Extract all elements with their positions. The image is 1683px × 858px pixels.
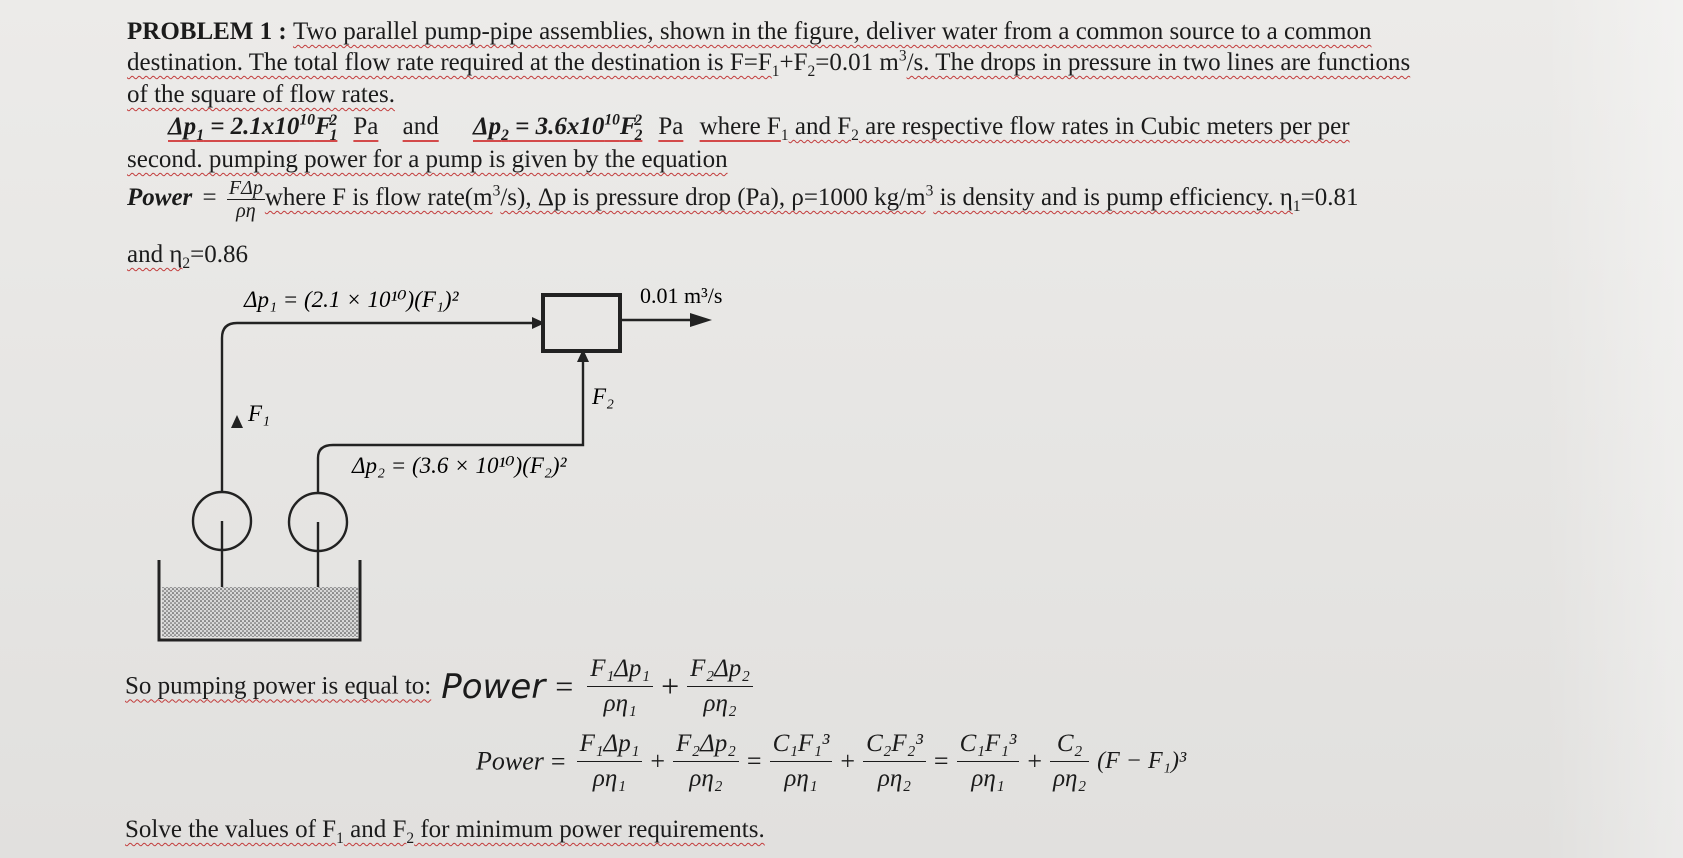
dp2-unit: Pa [658,113,684,140]
eta2-a: and η [127,241,183,268]
f1-arrow [231,415,243,428]
conclusion-c: for minimum power requirements. [414,816,765,843]
power-label: Power [127,184,193,211]
sol2-den-3: ρη₁ [784,765,818,792]
power-formula-line: Power = $\frac{\text{FΔp}}{\rho\eta}$ where F is flow $rate(m^3/s)$, Δp is pressure drop (Pa), ρ=1000 $kg/m^3$ is density and is pump efficiency. $\eta_1=0.81$ [127,176,1359,222]
power-desc-d: =0.81 [1300,184,1359,211]
dp2-rhs: = 3.6x10 [508,113,605,140]
flow-out-label: 0.01 m³/s [640,283,723,308]
sol2-den-5: ρη₁ [971,765,1005,792]
sol2-den-1: ρη₁ [592,765,627,792]
dp1-rhs: = 2.1x10 [203,113,300,140]
solution-power-label: Power [441,666,546,707]
sol2-num-4: C₂F₂³ [863,730,926,762]
conclusion-line: Solve the values of $F_1$ and $F_2$ for minimum power requirements. [125,816,765,847]
sol1-den-1: ρη₁ [603,690,637,717]
sol2-frac-1 [577,730,643,793]
sol2-frac-2 [673,730,739,793]
second-line: second. pumping power for a pump is given by the equation [127,146,728,173]
sol2-frac-4 [863,730,926,793]
sol1-num-2: F₂Δp₂ [687,655,753,687]
sol2-num-2: F₂Δp₂ [673,730,739,762]
where-text: where F [699,113,781,140]
problem-label: PROBLEM 1 : [127,18,293,45]
solution-line-2: Power = $\frac{\text{F₁Δp₁}}{\text{ρη₁}}$ + $\frac{\text{F₂Δp₂}}{\text{ρη₂}}$ = $\frac{\text{C₁F₁³}}{\text{ρη₁}}$ + $\frac{\text{C₂F₂³}}{\text{ρη₂}}$ = $\frac{\text{C₁F₁³}}{\text{ρη₁}}$ + $\frac{\text{C₂}}{\text{ρη₂}}$ (F − F₁)³ [476,730,1187,792]
f1-label: F₁ [248,401,271,426]
eta2-line: and $\eta_2=0.86$ [127,241,249,272]
sol1-den-2: ρη₂ [703,690,737,717]
conclusion-a: Solve the values of F [125,816,337,843]
sol1-frac-1 [587,655,653,718]
source-tank [162,587,358,637]
and2-text: and F [788,113,852,140]
problem-intro-b3: =0.01 m [815,49,899,76]
sol2-num-6: C₂ [1050,730,1089,762]
sol2-frac-5 [957,730,1020,793]
dp1-figure-label: Δp₁ = (2.1 × 10¹⁰)(F₁)² [244,287,459,312]
sol1-num-1: F₁Δp₁ [587,655,653,687]
power-denominator: ρη [236,199,256,222]
power-desc-a: where F is flow rate(m [264,184,493,211]
and-word: and [402,113,439,140]
problem-intro-c: of the square of flow rates. [127,81,395,108]
sol1-frac-2 [687,655,753,718]
conclusion-b: and F [343,816,407,843]
f2-label: F₂ [592,384,615,409]
solution2-power-label: Power [476,746,544,776]
sol2-num-5: C₁F₁³ [957,730,1020,762]
problem-intro-b4: /s. The drops in pressure in two lines are functions [906,49,1411,76]
sol2-den-2: ρη₂ [689,765,723,792]
power-numerator: FΔp [228,176,263,199]
outlet-arrow [690,313,712,327]
dp2-lhs: Δp [472,113,502,140]
problem-intro-a: Two parallel pump-pipe assemblies, shown in the figure, deliver water from a common source to a common [292,18,1372,45]
pressure-equations-line: $\Delta p_1 = 2.1x10^{10}F_1^2$ Pa and $\Delta p_2 = 3.6x10^{10}F_2^2$ Pa where $F_1$ and $F_2$ are respective flow rates in Cubic meters per per [168,111,1350,144]
problem-intro-b: destination. The total flow rate required at the destination is F=F [127,49,772,76]
problem-line-2: destination. The total flow rate required at the destination is $F=F_1+F_2=0.01$ $m^3/s$. The drops in pressure in two lines are functions [127,47,1411,80]
dp2-figure-label: Δp₂ = (3.6 × 10¹⁰)(F₂)² [352,453,567,478]
solution-line-1: So pumping power is equal to: Power = $\frac{\text{F₁Δp₁}}{\text{ρη₁}}$ + $\frac{\text{F₂Δp₂}}{\text{ρη₂}}$ [125,655,757,718]
dp1-unit: Pa [353,113,379,140]
eta2-b: =0.86 [190,241,249,268]
dp1-equation: $\Delta p_1 = 2.1x10^{10}F_1^2$ [168,111,338,144]
sol2-num-1: F₁Δp₁ [577,730,643,762]
respective-text: are respective flow rates in Cubic meters per per [858,113,1350,140]
solution-intro: So pumping power is equal to: [125,672,432,700]
sol2-frac-3 [770,730,833,793]
power-desc-c: is density and is pump efficiency. η [933,184,1293,211]
destination-box [543,295,620,351]
problem-intro-b2: +F [779,49,808,76]
dp2-equation: $\Delta p_2 = 3.6x10^{10}F_2^2$ [472,111,643,144]
sol2-frac-6 [1050,730,1089,793]
sol2-den-6: ρη₂ [1053,765,1087,792]
sol2-tail: (F − F₁)³ [1097,748,1187,774]
power-desc-b: /s), Δp is pressure drop (Pa), ρ=1000 kg/m [500,184,926,211]
dp1-lhs: Δp [168,113,197,140]
sol2-den-4: ρη₂ [877,765,912,792]
sol2-num-3: C₁F₁³ [770,730,833,762]
